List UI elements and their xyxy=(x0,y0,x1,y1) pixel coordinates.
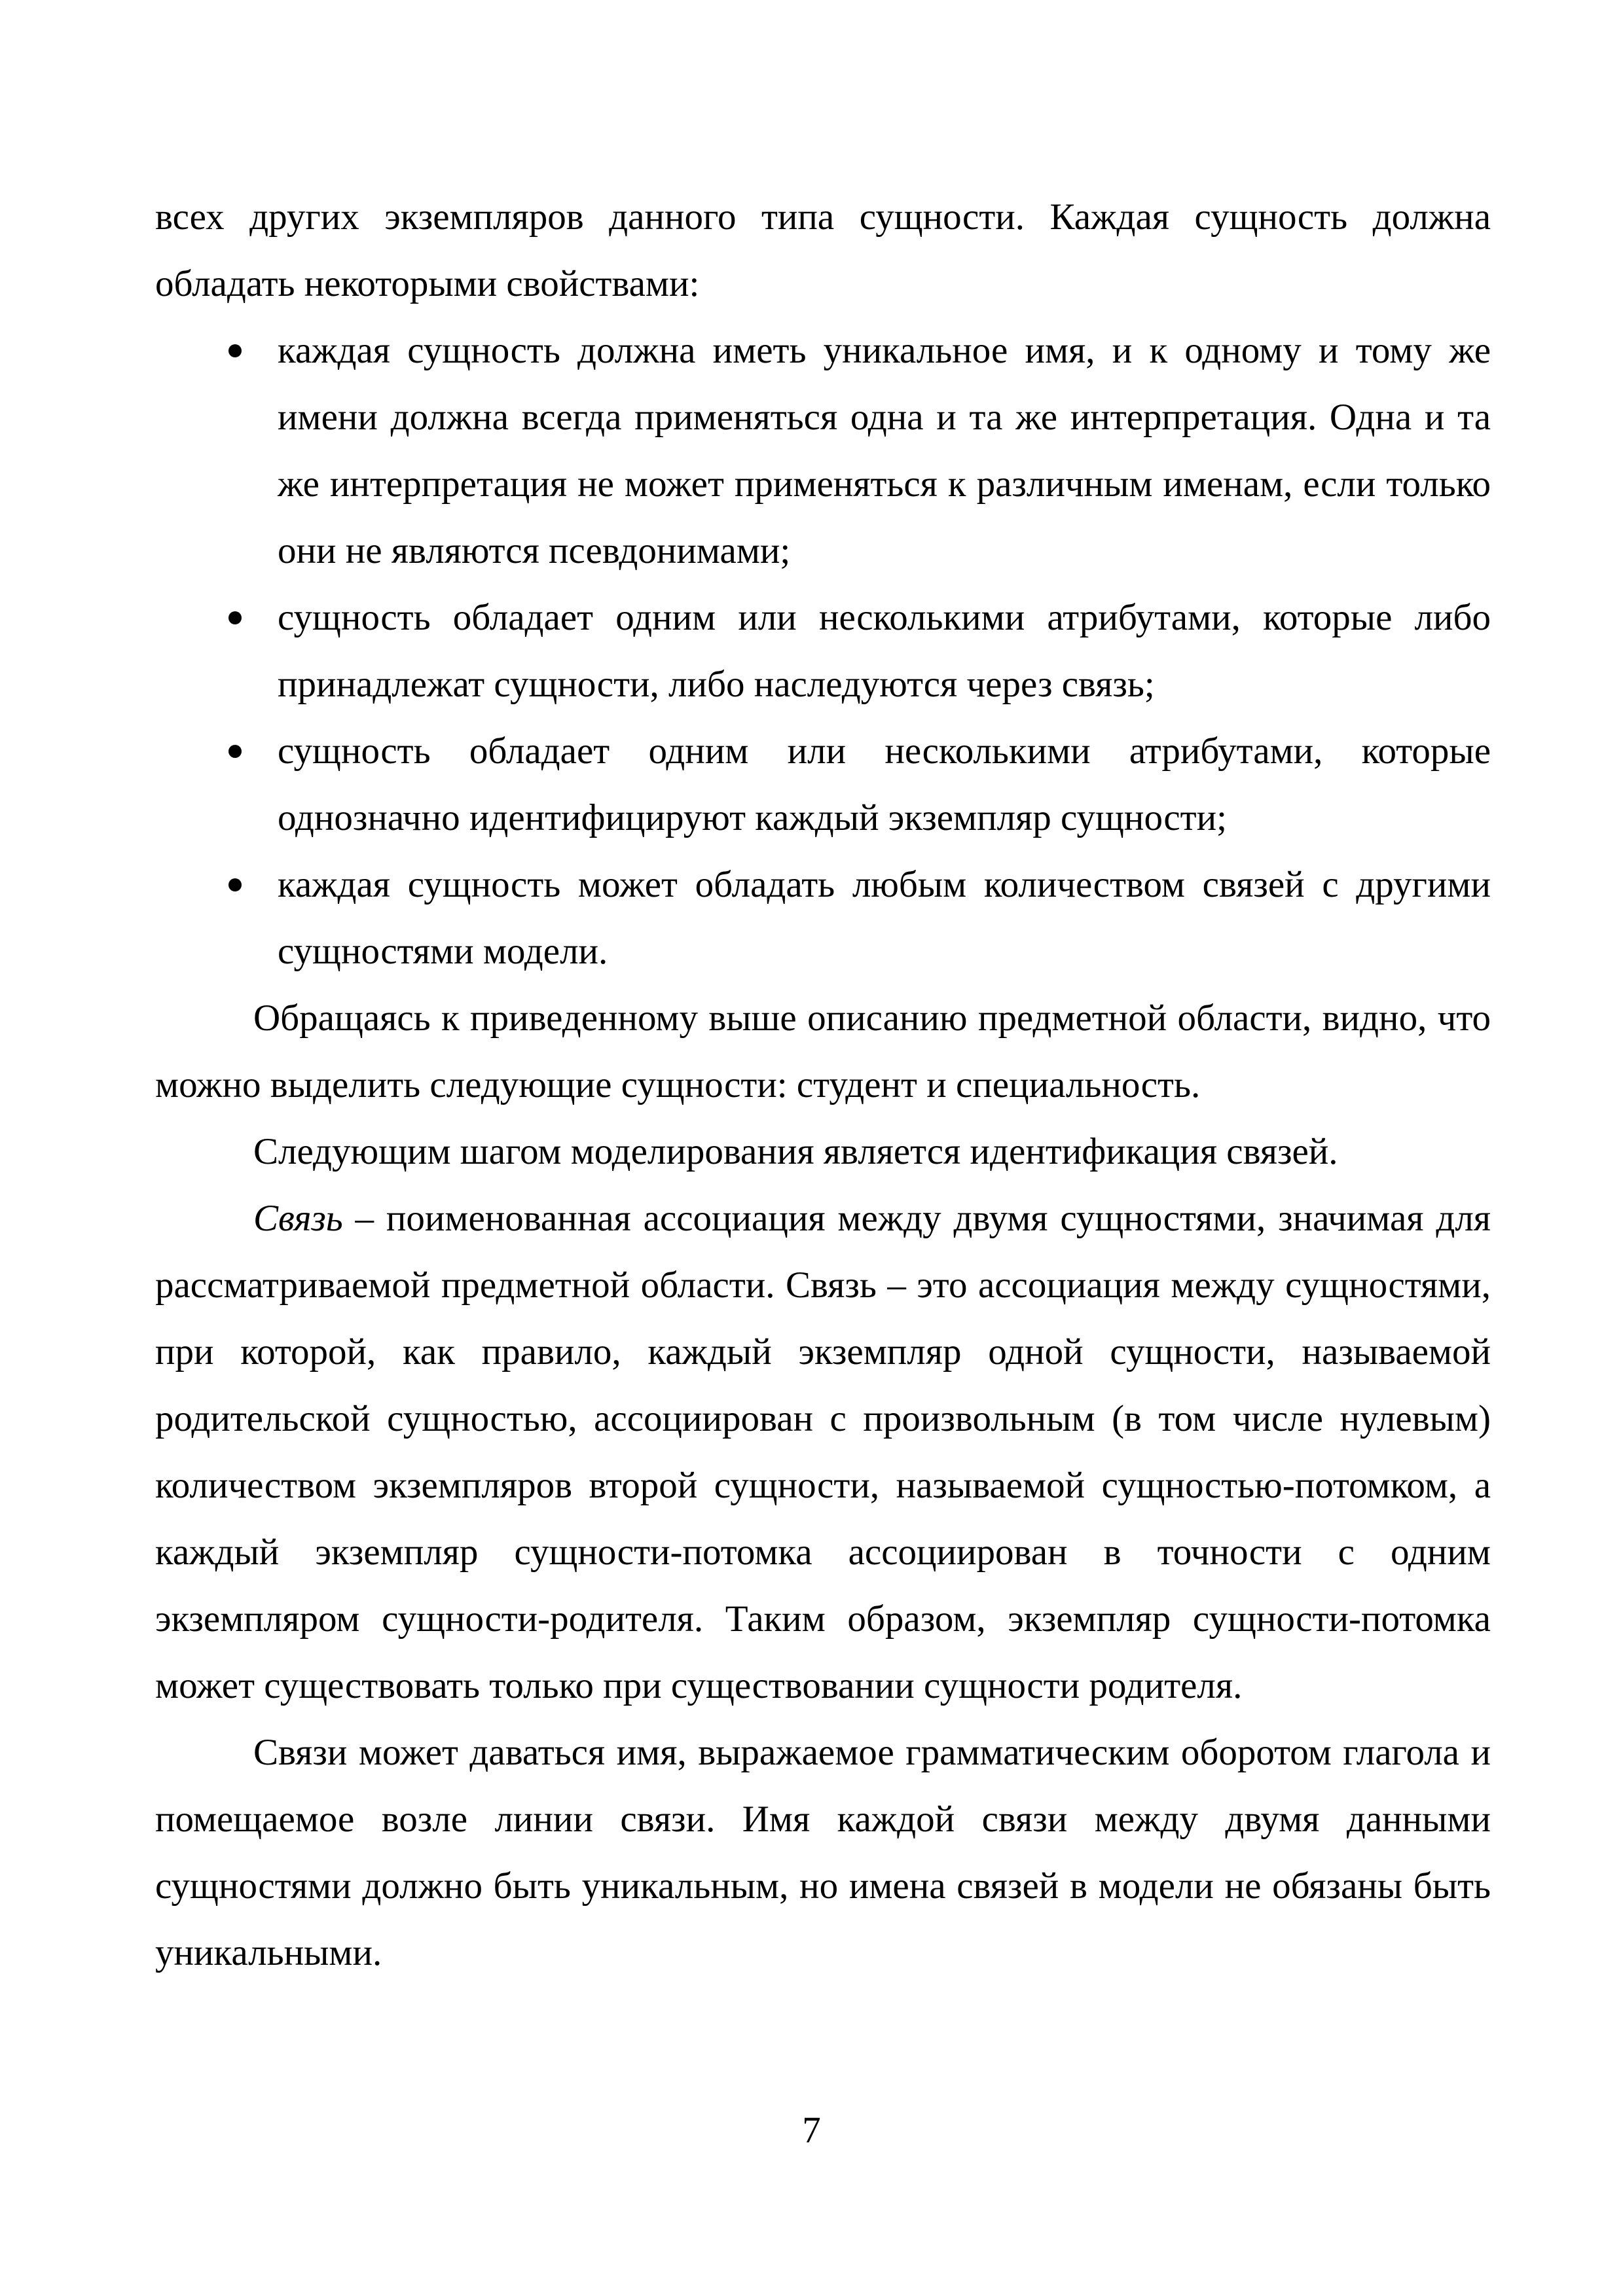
entities-paragraph: Обращаясь к приведенному выше описанию предметной области, видно, что можно выделить следующие сущности: студент и специальность. xyxy=(155,997,1491,1105)
list-item-text: каждая сущность может обладать любым количеством связей с другими сущностями модели. xyxy=(278,864,1491,972)
list-item xyxy=(155,317,1491,584)
next-step-paragraph: Следующим шагом моделирования является идентификация связей. xyxy=(253,1131,1338,1172)
list-item-text: сущность обладает одним или несколькими атрибутами, которые однозначно идентифицируют каждый экземпляр сущности; xyxy=(278,730,1491,838)
bullet-icon xyxy=(228,611,242,624)
bullet-icon xyxy=(228,878,242,891)
body-text xyxy=(155,184,1491,1986)
definition-term: Связь xyxy=(253,1198,343,1239)
definition-paragraph xyxy=(155,1185,1491,1719)
list-item xyxy=(155,584,1491,718)
bullet-icon xyxy=(228,344,242,357)
list-item-text: каждая сущность должна иметь уникальное имя, и к одному и тому же имени должна всегда применяться одна и та же интерпретация. Одна и та же интерпретация не может применяться к различным именам, если только они не являются псевдонимами; xyxy=(278,330,1491,571)
closing-paragraph: Связи может даваться имя, выражаемое грамматическим оборотом глагола и помещаемое возле линии связи. Имя каждой связи между двумя данными сущностями должно быть уникальным, но имена связей в модели не обязаны быть уникальными. xyxy=(155,1732,1491,1973)
list-item-text: сущность обладает одним или несколькими атрибутами, которые либо принадлежат сущности, либо наследуются через связь; xyxy=(278,597,1491,705)
list-item xyxy=(155,852,1491,985)
properties-list xyxy=(155,317,1491,985)
list-item xyxy=(155,718,1491,852)
intro-paragraph: всех других экземпляров данного типа сущности. Каждая сущность должна обладать некоторыми свойствами: xyxy=(155,196,1491,304)
definition-body: – поименованная ассоциация между двумя сущностями, значимая для рассматриваемой предметной области. Связь – это ассоциация между сущностями, при которой, как правило, каждый экземпляр одной сущности, называемой родительской сущностью, ассоциирован с произвольным (в том числе нулевым) количеством экземпляров второй сущности, называемой сущностью-потомком, а каждый экземпляр сущности-потомка ассоциирован в точности с одним экземпляром сущности-родителя. Таким образом, экземпляр сущности-потомка может существовать только при существовании сущности родителя. xyxy=(155,1198,1491,1706)
bullet-icon xyxy=(228,745,242,758)
page-number: 7 xyxy=(802,2109,821,2151)
